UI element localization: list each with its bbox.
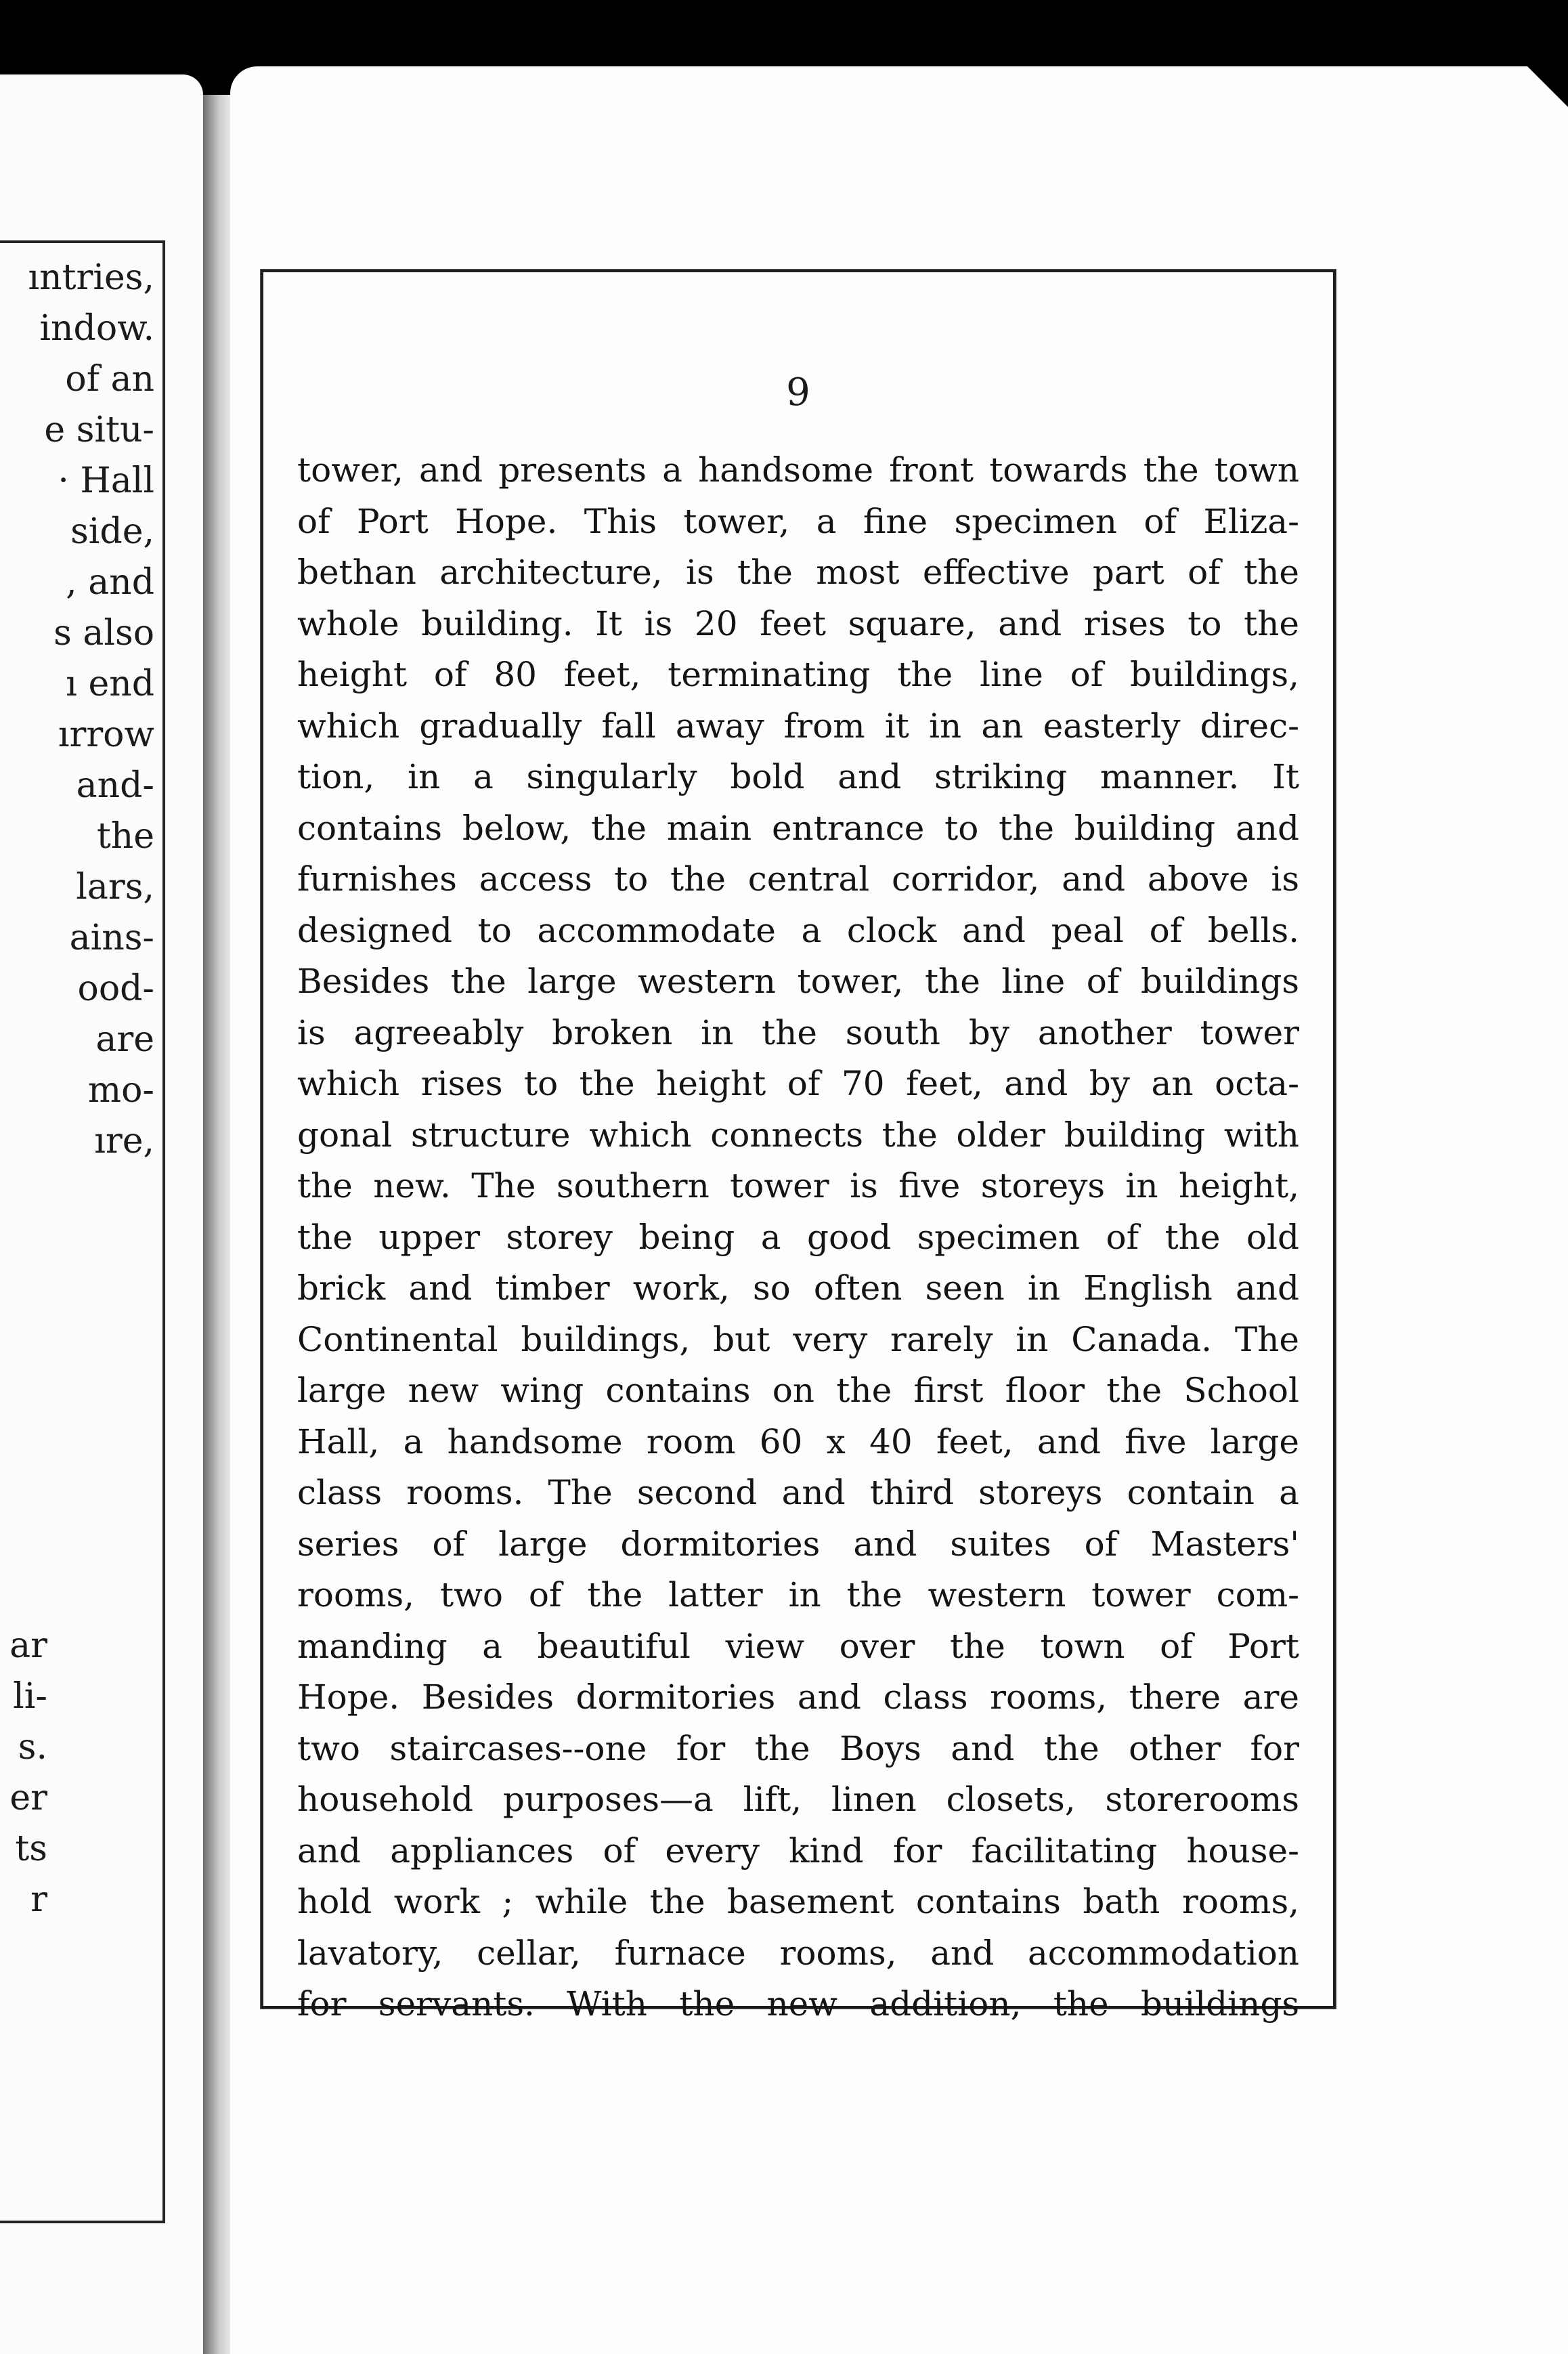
- text-line: rooms, two of the latter in the western tower com-: [297, 1575, 1299, 1614]
- left-page-fragment: ains-: [69, 918, 154, 958]
- text-line: which gradually fall away from it in an easterly direc-: [297, 706, 1299, 746]
- text-line: two staircases--one for the Boys and the other for: [297, 1728, 1299, 1768]
- left-page-fragment: li-: [13, 1676, 47, 1717]
- text-line: hold work ; while the basement contains bath rooms,: [297, 1882, 1299, 1921]
- left-page-fragment: r: [30, 1879, 47, 1920]
- left-page-fragment: ts: [15, 1828, 47, 1869]
- text-line: is agreeably broken in the south by another tower: [297, 1012, 1299, 1052]
- left-page: [0, 74, 203, 2354]
- text-line: household purposes—a lift, linen closets, storerooms: [297, 1780, 1299, 1819]
- text-line: tower, and presents a handsome front towards the town: [297, 450, 1299, 490]
- left-page-fragment: of an: [65, 359, 154, 400]
- right-page: [230, 66, 1568, 2354]
- text-line: and appliances of every kind for facilitating house-: [297, 1831, 1299, 1870]
- left-page-fragment: are: [95, 1019, 154, 1060]
- left-page-fragment: , and: [66, 562, 154, 603]
- page-number: 9: [786, 370, 810, 414]
- text-line: which rises to the height of 70 feet, and by an octa-: [297, 1064, 1299, 1103]
- text-line: large new wing contains on the first floor the School: [297, 1371, 1299, 1410]
- text-line: the new. The southern tower is five storeys in height,: [297, 1166, 1299, 1205]
- left-page-fragment: s.: [18, 1727, 47, 1768]
- text-line: height of 80 feet, terminating the line of buildings,: [297, 655, 1299, 694]
- text-line: series of large dormitories and suites of Masters': [297, 1524, 1299, 1564]
- text-line: tion, in a singularly bold and striking manner. It: [297, 757, 1299, 796]
- left-page-fragment: and-: [76, 765, 154, 806]
- text-line: the upper storey being a good specimen of the old: [297, 1217, 1299, 1257]
- page-corner: [1527, 66, 1568, 107]
- left-page-fragment: ırrow: [58, 714, 154, 755]
- text-line: manding a beautiful view over the town of Port: [297, 1626, 1299, 1666]
- left-page-fragment: ar: [9, 1625, 47, 1666]
- text-line: whole building. It is 20 feet square, and rises to the: [297, 603, 1299, 643]
- text-line: class rooms. The second and third storeys contain a: [297, 1473, 1299, 1512]
- text-line: Hope. Besides dormitories and class rooms, there are: [297, 1677, 1299, 1717]
- left-page-fragment: ood-: [77, 968, 154, 1009]
- text-line: contains below, the main entrance to the building and: [297, 808, 1299, 848]
- left-page-fragment: ıre,: [94, 1121, 154, 1161]
- text-line: lavatory, cellar, furnace rooms, and accommodation: [297, 1933, 1299, 1973]
- text-line: Besides the large western tower, the line of buildings: [297, 962, 1299, 1001]
- left-page-fragment: lars,: [76, 867, 154, 907]
- text-frame: [261, 270, 1336, 2024]
- text-line: of Port Hope. This tower, a fine specimen of Eliza-: [297, 501, 1299, 541]
- left-page-fragment: side,: [70, 511, 154, 552]
- text-line: bethan architecture, is the most effective part of the: [297, 553, 1299, 592]
- text-line: furnishes access to the central corridor, and above is: [297, 859, 1299, 899]
- text-line: Continental buildings, but very rarely in Canada. The: [297, 1319, 1299, 1359]
- left-page-fragment: s also: [53, 613, 154, 654]
- left-page-fragment: the: [96, 816, 154, 857]
- left-page-fragment: e situ-: [44, 410, 154, 450]
- left-page-fragment: ıntries,: [28, 257, 154, 298]
- left-page-fragment: · Hall: [58, 461, 154, 501]
- text-line: brick and timber work, so often seen in English and: [297, 1268, 1299, 1308]
- left-page-fragment: mo-: [87, 1070, 154, 1111]
- body-text: [297, 445, 1299, 2030]
- text-line: Hall, a handsome room 60 x 40 feet, and five large: [297, 1421, 1299, 1461]
- text-line: gonal structure which connects the older building with: [297, 1115, 1299, 1155]
- left-page-fragment: ı end: [66, 664, 154, 704]
- left-page-fragment: er: [9, 1778, 47, 1818]
- text-line: designed to accommodate a clock and peal of bells.: [297, 910, 1299, 950]
- text-line: for servants. With the new addition, the buildings: [297, 1984, 1299, 2024]
- left-page-fragment: indow.: [39, 308, 154, 349]
